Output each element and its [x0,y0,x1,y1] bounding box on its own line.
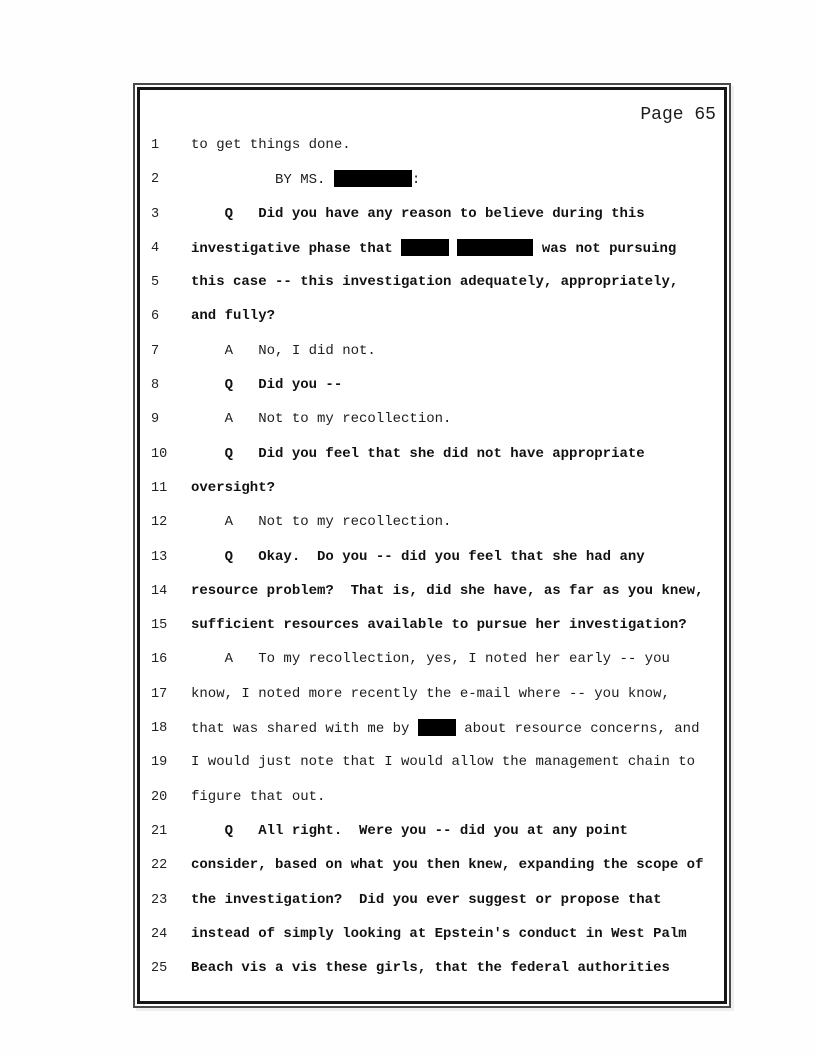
line-text: A Not to my recollection. [191,514,452,531]
transcript-line [140,136,724,170]
transcript-line [140,891,724,925]
line-text: and fully? [191,308,276,325]
line-number: 25 [151,961,168,977]
transcript-line [140,342,724,376]
transcript-line [140,273,724,307]
line-text: figure that out. [191,788,326,805]
transcript-line [140,513,724,547]
line-text: consider, based on what you then knew, expanding the scope of [191,857,704,874]
line-text: resource problem? That is, did she have, as far as you knew, [191,582,704,599]
line-number: 12 [151,515,168,531]
line-text: to get things done. [191,137,351,153]
line-text: know, I noted more recently the e-mail where -- you know, [191,685,670,702]
transcript-line [140,719,724,753]
line-number: 16 [151,652,168,668]
line-number: 23 [151,892,168,908]
transcript-line [140,856,724,890]
transcript-line [140,410,724,444]
transcript-line [140,582,724,616]
line-number: 13 [151,549,168,565]
line-text: BY MS. : [191,172,421,189]
transcript-line [140,239,724,273]
redaction-box [418,719,456,736]
transcript-line [140,205,724,239]
line-number: 17 [151,686,168,702]
line-text: instead of simply looking at Epstein's conduct in West Palm [191,925,687,942]
transcript-line [140,170,724,204]
transcript-line [140,685,724,719]
page-border-outer [133,83,731,1008]
line-text: that was shared with me by about resource concerns, and [191,721,700,738]
line-text: investigative phase that was not pursuing [191,240,677,257]
transcript-line [140,650,724,684]
line-text: A No, I did not. [191,342,376,359]
page-border-inner [137,87,727,1004]
transcript-line [140,376,724,410]
redaction-box [334,170,412,187]
transcript-line [140,307,724,341]
line-number: 1 [151,138,160,153]
line-number: 4 [151,240,160,256]
line-text: this case -- this investigation adequately, appropriately, [191,274,679,291]
line-number: 5 [151,275,160,291]
line-number: 14 [151,583,168,599]
transcript-line [140,548,724,582]
page-number-label: Page 65 [640,105,716,125]
line-number: 20 [151,789,168,805]
line-number: 21 [151,823,168,839]
transcript-line [140,616,724,650]
line-text: I would just note that I would allow the management chain to [191,754,696,771]
line-text: Q Did you have any reason to believe during this [191,205,645,222]
line-text: Q Did you feel that she did not have appropriate [191,445,645,462]
transcript-line [140,753,724,787]
line-number: 7 [151,343,160,359]
transcript-line [140,479,724,513]
line-text: Q All right. Were you -- did you at any point [191,822,628,839]
line-text: A Not to my recollection. [191,411,452,428]
line-number: 2 [151,172,160,188]
transcript-line [140,822,724,856]
transcript-line [140,959,724,993]
line-text: oversight? [191,479,276,496]
transcript-lines [140,136,724,993]
line-number: 18 [151,721,168,737]
line-text: Q Okay. Do you -- did you feel that she had any [191,548,645,565]
line-text: Beach vis a vis these girls, that the federal authorities [191,960,670,977]
line-text: the investigation? Did you ever suggest or propose that [191,891,662,908]
line-number: 8 [151,378,160,394]
line-number: 6 [151,309,160,325]
transcript-line [140,788,724,822]
line-number: 24 [151,926,168,942]
line-number: 10 [151,446,168,462]
line-number: 3 [151,206,160,222]
line-number: 19 [151,755,168,771]
line-text: A To my recollection, yes, I noted her early -- you [191,651,670,668]
transcript-line [140,445,724,479]
redaction-box [401,239,449,256]
line-number: 15 [151,618,168,634]
line-text: Q Did you -- [191,377,343,394]
transcript-line [140,925,724,959]
redaction-box [457,239,533,256]
line-number: 9 [151,412,160,428]
line-number: 22 [151,858,168,874]
line-number: 11 [151,480,168,496]
line-text: sufficient resources available to pursue her investigation? [191,617,687,634]
